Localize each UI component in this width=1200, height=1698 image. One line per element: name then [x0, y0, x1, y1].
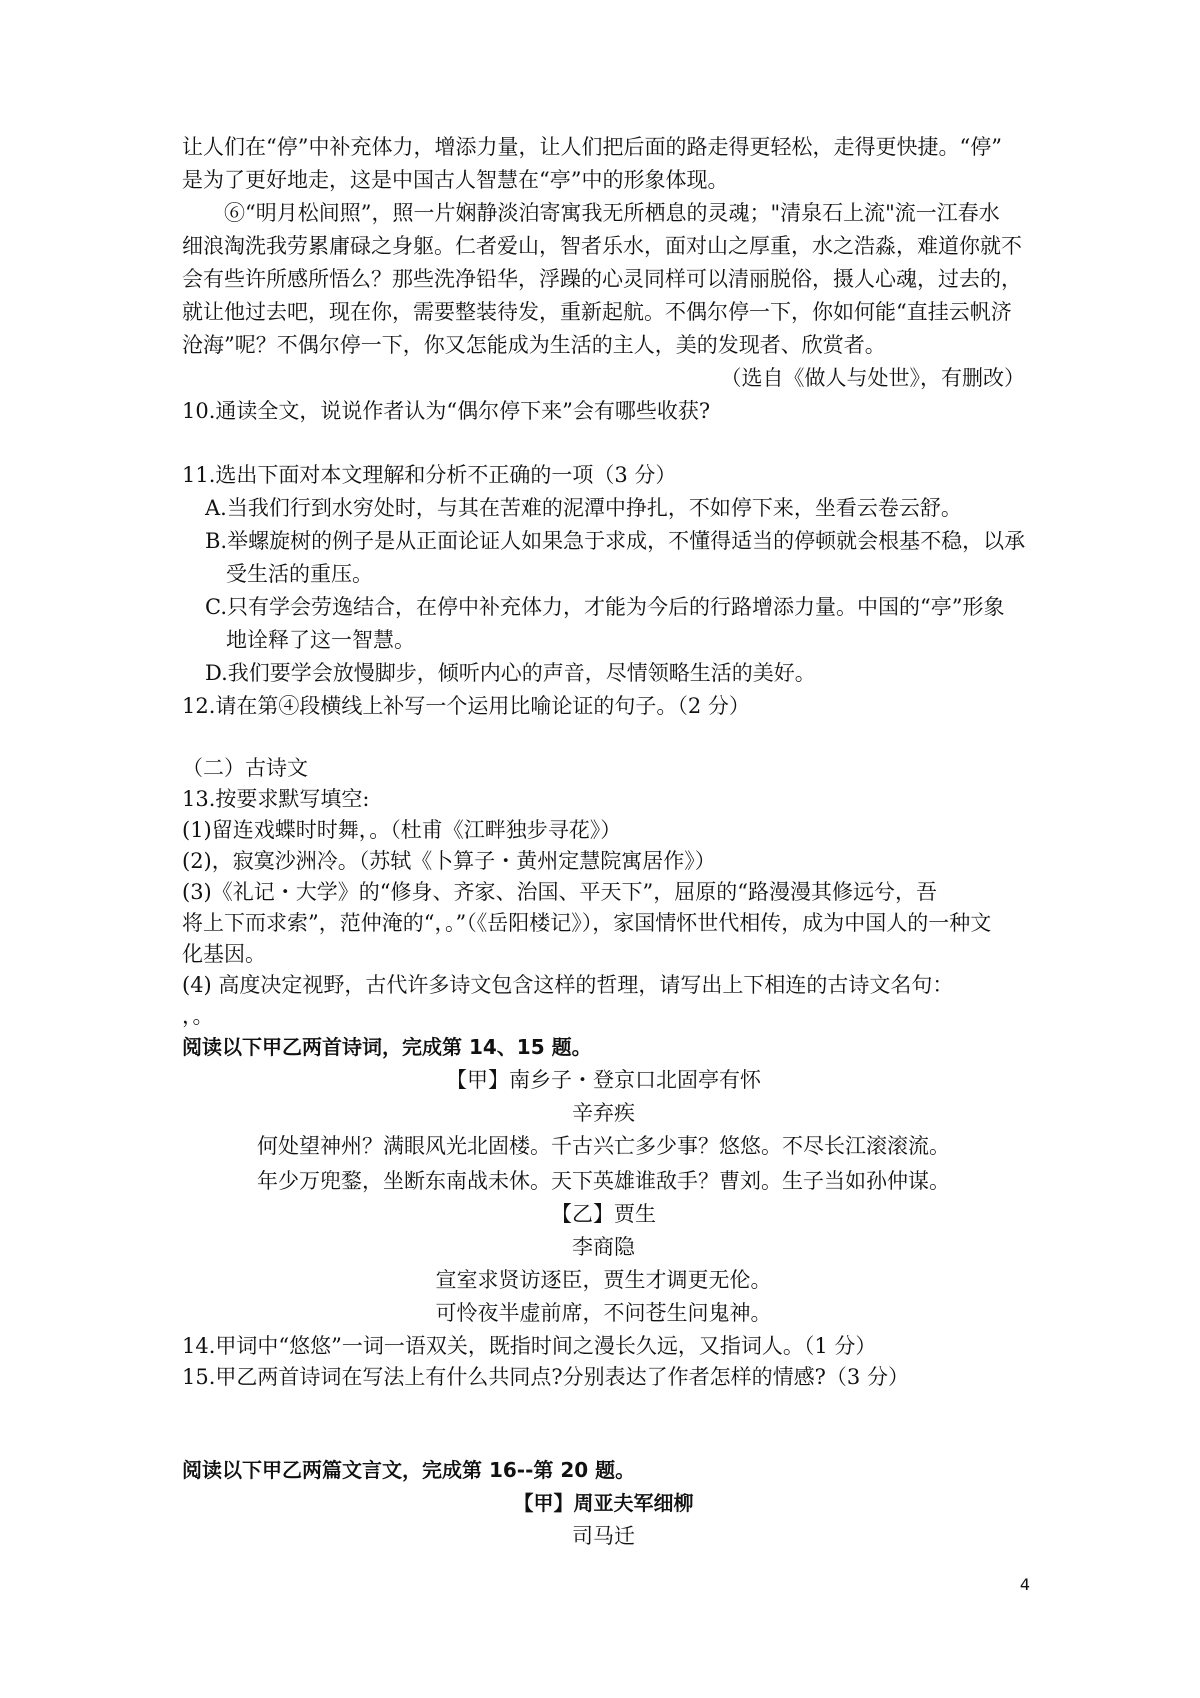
question-13-item-3-continued: 将上下而求索”，范仲淹的“，。”（《岳阳楼记》），家国情怀世代相传，成为中国人的一种文 [182, 911, 992, 935]
option-b: B.举螺旋树的例子是从正面论证人如果急于求成，不懂得适当的停顿就会根基不稳，以承 [205, 529, 1026, 553]
option-b-continued: 受生活的重压。 [226, 562, 373, 586]
question-13-stem: 13.按要求默写填空: [182, 787, 370, 811]
option-a: A.当我们行到水穷处时，与其在苦难的泥潭中挣扎，不如停下来，坐看云卷云舒。 [205, 496, 962, 520]
question-11-stem: 11.选出下面对本文理解和分析不正确的一项（3 分） [182, 463, 677, 487]
question-14: 14.甲词中“悠悠”一词一语双关，既指时间之漫长久远，又指词人。（1 分） [182, 1334, 877, 1358]
poem-yi-author: 李商隐 [572, 1235, 635, 1259]
option-c: C.只有学会劳逸结合，在停中补充体力，才能为今后的行路增添力量。中国的“亭”形象 [205, 595, 1005, 619]
prose-intro: 阅读以下甲乙两篇文言文，完成第 16--第 20 题。 [182, 1458, 636, 1482]
question-12: 12.请在第④段横线上补写一个运用比喻论证的句子。（2 分） [182, 694, 750, 718]
question-13-answer-blank: ，。 [182, 1004, 214, 1028]
question-13-item-2: (2)，寂寞沙洲冷。（苏轼《卜算子・黄州定慧院寓居作》） [182, 849, 716, 873]
question-10: 10.通读全文，说说作者认为“偶尔停下来”会有哪些收获? [182, 399, 711, 423]
passage-line: 让人们在“停”中补充体力，增添力量，让人们把后面的路走得更轻松，走得更快捷。“停” [182, 135, 1002, 159]
poem-jia-line: 年少万兜鍪，坐断东南战未休。天下英雄谁敌手？曹刘。生子当如孙仲谋。 [257, 1169, 950, 1193]
question-15: 15.甲乙两首诗词在写法上有什么共同点?分别表达了作者怎样的情感?（3 分） [182, 1365, 909, 1389]
poem-jia-title: 【甲】南乡子・登京口北固亭有怀 [446, 1068, 761, 1092]
question-13-item-3-continued: 化基因。 [182, 942, 266, 966]
passage-line: 沧海”呢？不偶尔停一下，你又怎能成为生活的主人，美的发现者、欣赏者。 [182, 333, 886, 357]
question-13-item-4: (4) 高度决定视野，古代许多诗文包含这样的哲理，请写出上下相连的古诗文名句： [182, 973, 954, 997]
poem-jia-author: 辛弃疾 [572, 1101, 635, 1125]
page-number: 4 [1019, 1575, 1030, 1594]
poem-yi-line: 宣室求贤访逐臣，贾生才调更无伦。 [435, 1268, 772, 1292]
passage-paragraph-6: ⑥“明月松间照”，照一片娴静淡泊寄寓我无所栖息的灵魂；"清泉石上流"流一江春水 [224, 201, 1000, 225]
passage-line: 细浪淘洗我劳累庸碌之身躯。仁者爱山，智者乐水，面对山之厚重，水之浩淼，难道你就不 [182, 234, 1022, 258]
poem-jia-line: 何处望神州？满眼风光北固楼。千古兴亡多少事？悠悠。不尽长江滚滚流。 [257, 1134, 950, 1158]
passage-source: （选自《做人与处世》，有删改） [720, 366, 1025, 390]
poem-yi-line: 可怜夜半虚前席，不问苍生问鬼神。 [435, 1301, 772, 1325]
option-d: D.我们要学会放慢脚步，倾听内心的声音，尽情领略生活的美好。 [205, 661, 816, 685]
option-c-continued: 地诠释了这一智慧。 [226, 628, 415, 652]
passage-line: 是为了更好地走，这是中国古人智慧在“亭”中的形象体现。 [182, 168, 729, 192]
question-13-item-3: (3)《礼记・大学》的“修身、齐家、治国、平天下”，屈原的“路漫漫其修远兮，吾 [182, 880, 937, 904]
passage-line: 就让他过去吧，现在你，需要整装待发，重新起航。不偶尔停一下，你如何能“直挂云帆济 [182, 300, 1012, 324]
prose-jia-author: 司马迁 [572, 1524, 635, 1548]
section-heading: （二）古诗文 [182, 756, 308, 780]
poem-intro: 阅读以下甲乙两首诗词，完成第 14、15 题。 [182, 1035, 592, 1059]
question-13-item-1: (1)留连戏蝶时时舞，。（杜甫《江畔独步寻花》） [182, 818, 622, 842]
passage-line: 会有些许所感所悟么？那些洗净铅华，浮躁的心灵同样可以清丽脱俗，摄人心魂，过去的， [182, 267, 1022, 291]
prose-jia-title: 【甲】周亚夫军细柳 [513, 1491, 694, 1515]
poem-yi-title: 【乙】贾生 [551, 1202, 656, 1226]
